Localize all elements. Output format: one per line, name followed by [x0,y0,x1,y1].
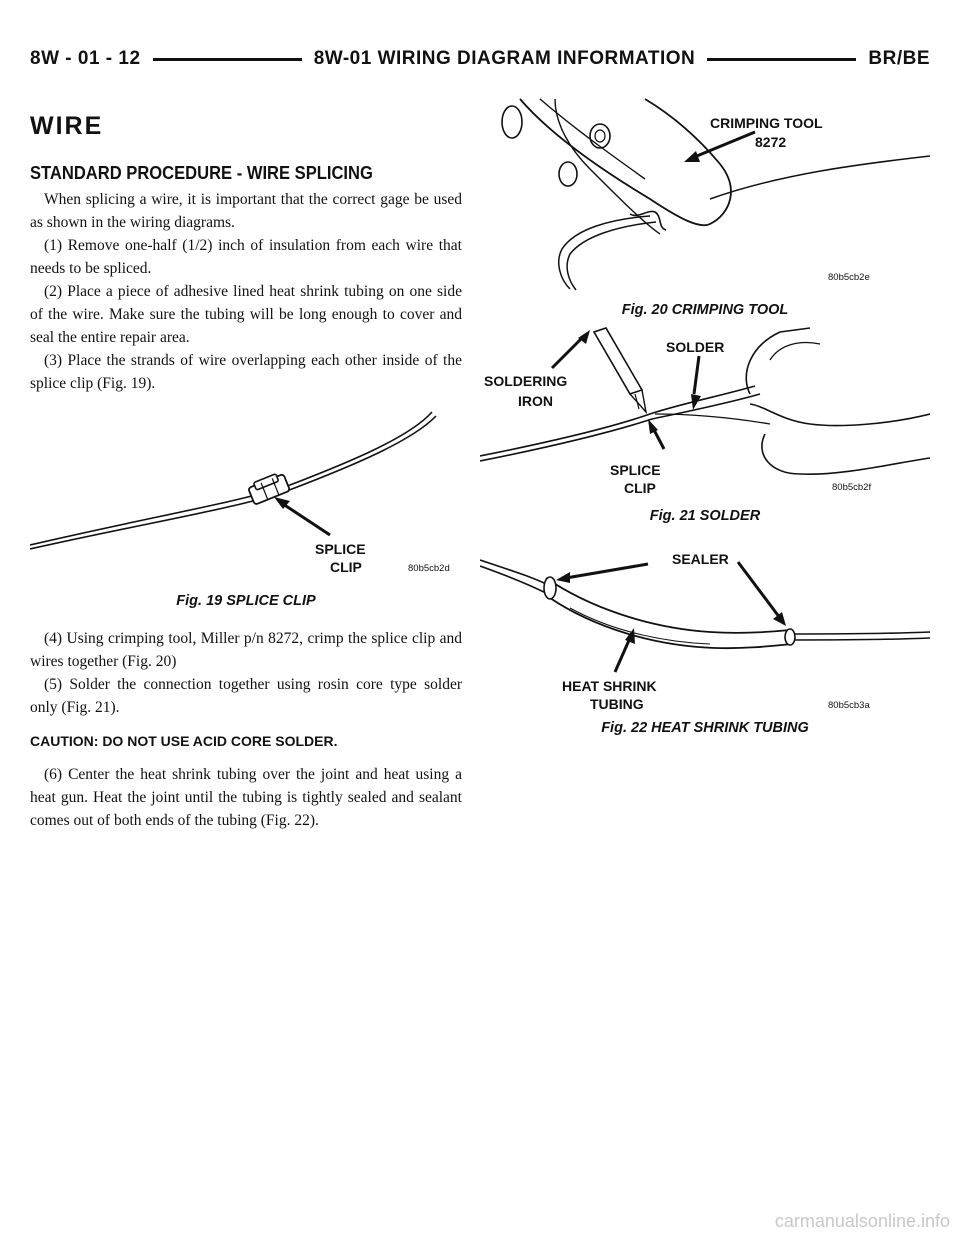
splice-clip-illustration [30,407,462,587]
section-heading: WIRE [30,112,104,140]
paragraph-step-6: (6) Center the heat shrink tubing over the joint and heat using a heat gun. Heat the joint until the tubing is tightly sealed and sealant comes out of both ends of the tubing (Fig. 22). [30,766,462,829]
paragraph-step-5: (5) Solder the connection together using rosin core type solder only (Fig. 21). [30,676,462,716]
figure-22 [480,548,930,736]
fig21-label-clip-2: CLIP [624,480,656,496]
page-number: 8W - 01 - 12 [30,48,141,69]
fig21-caption: Fig. 21 SOLDER [649,508,761,524]
paragraph-step-4: (4) Using crimping tool, Miller p/n 8272, crimp the splice clip and wires together (Fig. 20) [30,630,462,670]
header-rule-left [153,58,302,61]
fig19-label-line1: SPLICE [315,541,366,557]
fig22-label-tube-1: HEAT SHRINK [562,678,657,694]
fig22-caption: Fig. 22 HEAT SHRINK TUBING [601,720,809,736]
page-header [30,44,930,74]
fig21-code: 80b5cb2f [832,482,872,493]
paragraph-step-1: (1) Remove one-half (1/2) inch of insulation from each wire that needs to be spliced. [30,237,462,277]
heat-shrink-illustration [480,548,930,714]
soldering-illustration [480,324,930,502]
crimping-tool-illustration [480,94,930,294]
fig19-label-line2: CLIP [330,559,362,575]
paragraph-step-2: (2) Place a piece of adhesive lined heat shrink tubing on one side of the wire. Make sure the tubing will be long enough to cover and seal the entire repair area. [30,283,462,346]
header-rule-right [707,58,856,61]
paragraph-step-3: (3) Place the strands of wire overlapping each other inside of the splice clip (Fig. 19). [30,352,462,392]
procedure-heading: STANDARD PROCEDURE - WIRE SPLICING [30,163,373,183]
fig22-code: 80b5cb3a [828,700,870,711]
fig21-label-iron-2: IRON [518,393,553,409]
figure-20 [480,94,930,318]
fig20-label-line1: CRIMPING TOOL [710,115,823,131]
fig20-code: 80b5cb2e [828,272,870,283]
fig22-label-tube-2: TUBING [590,696,644,712]
watermark: carmanualsonline.info [774,1211,950,1231]
fig20-label-line2: 8272 [755,134,787,150]
left-column [30,104,462,832]
fig21-label-iron-1: SOLDERING [484,373,568,389]
fig21-label-clip-1: SPLICE [610,462,661,478]
paragraph-intro: When splicing a wire, it is important that the correct gage be used as shown in the wiring diagrams. [30,191,462,231]
fig19-code: 80b5cb2d [408,563,450,574]
fig21-label-solder: SOLDER [666,339,725,355]
fig22-label-sealer: SEALER [672,551,729,567]
figure-19 [30,407,462,609]
caution-note: CAUTION: DO NOT USE ACID CORE SOLDER. [30,733,338,749]
fig20-caption: Fig. 20 CRIMPING TOOL [621,302,789,318]
figure-21 [480,324,930,524]
section-title: 8W-01 WIRING DIAGRAM INFORMATION [313,48,696,69]
model-code: BR/BE [868,48,931,69]
fig19-caption: Fig. 19 SPLICE CLIP [176,593,316,609]
